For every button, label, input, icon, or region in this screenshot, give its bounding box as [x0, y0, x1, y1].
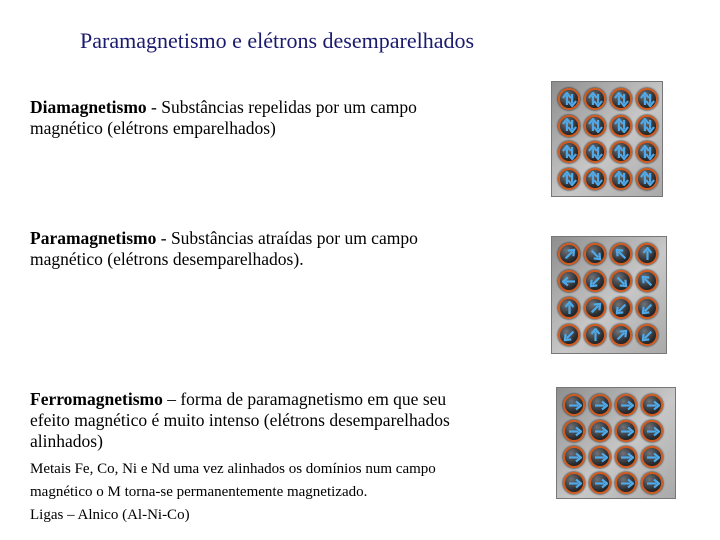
spin-arrow-icon [562, 328, 577, 343]
aligned-spins-grid [556, 387, 676, 499]
diamagnetism-text [30, 97, 530, 139]
spin-ball [589, 420, 611, 442]
spin-ball [641, 394, 663, 416]
paramagnetism-line-1: - Substâncias atraídas por um campo [156, 228, 418, 248]
spin-arrow-icon [614, 301, 629, 316]
ferromagnetism-line-2: efeito magnético é muito intenso (elétrons desemparelhados [30, 410, 450, 430]
spin-ball [563, 446, 585, 468]
paramagnetism-term: Paramagnetismo [30, 228, 157, 248]
ferromagnetism-note [30, 458, 540, 527]
spin-ball [641, 420, 663, 442]
page-title: Paramagnetismo e elétrons desemparelhados [80, 28, 475, 53]
paired-arrows-icon [614, 145, 629, 160]
spin-ball [584, 168, 606, 190]
spin-ball [636, 270, 658, 292]
spin-ball [558, 88, 580, 110]
spin-ball [563, 472, 585, 494]
spin-arrow-icon [619, 398, 634, 413]
paired-arrows-icon [614, 171, 629, 186]
spin-arrow-icon [645, 450, 660, 465]
spin-ball [615, 394, 637, 416]
spin-ball [615, 472, 637, 494]
note-line-1: Metais Fe, Co, Ni e Nd uma vez alinhados os domínios num campo [30, 461, 436, 477]
spin-arrow-icon [593, 476, 608, 491]
ferromagnetism-line-3: alinhados) [30, 431, 103, 451]
spin-arrow-icon [562, 247, 577, 262]
paired-spins-grid [551, 81, 663, 197]
diamagnetism-line-2: magnético (elétrons emparelhados) [30, 118, 276, 138]
spin-ball [558, 141, 580, 163]
note-line-2: magnético o M torna-se permanentemente magnetizado. [30, 484, 368, 500]
note-line-3: Ligas – Alnico (Al-Ni-Co) [30, 507, 190, 523]
spin-arrow-icon [562, 274, 577, 289]
spin-arrow-icon [619, 424, 634, 439]
spin-arrow-icon [640, 247, 655, 262]
spin-ball [584, 115, 606, 137]
paired-arrows-icon [562, 92, 577, 107]
spin-arrow-icon [593, 424, 608, 439]
random-spins-grid [551, 236, 667, 354]
spin-ball [558, 270, 580, 292]
ferromagnetism-term: Ferromagnetismo [30, 389, 163, 409]
spin-arrow-icon [614, 328, 629, 343]
spin-ball [563, 420, 585, 442]
spin-ball [610, 243, 632, 265]
paired-arrows-icon [562, 145, 577, 160]
spin-ball [558, 243, 580, 265]
spin-arrow-icon [567, 450, 582, 465]
paired-arrows-icon [640, 118, 655, 133]
paired-arrows-icon [640, 92, 655, 107]
paired-arrows-icon [640, 171, 655, 186]
paired-arrows-icon [640, 145, 655, 160]
spin-ball [584, 324, 606, 346]
spin-arrow-icon [640, 328, 655, 343]
spin-arrow-icon [645, 398, 660, 413]
spin-ball [584, 297, 606, 319]
spin-ball [610, 297, 632, 319]
spin-ball [615, 420, 637, 442]
spin-arrow-icon [588, 301, 603, 316]
spin-ball [636, 243, 658, 265]
spin-ball [589, 446, 611, 468]
spin-arrow-icon [593, 450, 608, 465]
spin-arrow-icon [588, 247, 603, 262]
spin-ball [558, 297, 580, 319]
diamagnetism-line-1: - Substâncias repelidas por um campo [146, 97, 417, 117]
paramagnetism-line-2: magnético (elétrons desemparelhados). [30, 249, 304, 269]
spin-ball [563, 394, 585, 416]
spin-ball [641, 472, 663, 494]
spin-arrow-icon [588, 274, 603, 289]
spin-ball [610, 141, 632, 163]
spin-ball [584, 243, 606, 265]
diamagnetism-term: Diamagnetismo [30, 97, 147, 117]
ferromagnetism-text [30, 389, 540, 452]
spin-arrow-icon [645, 424, 660, 439]
spin-ball [558, 115, 580, 137]
paired-arrows-icon [562, 118, 577, 133]
spin-arrow-icon [640, 301, 655, 316]
spin-ball [558, 324, 580, 346]
spin-arrow-icon [567, 476, 582, 491]
paired-arrows-icon [588, 171, 603, 186]
spin-ball [610, 270, 632, 292]
spin-arrow-icon [567, 398, 582, 413]
spin-ball [610, 168, 632, 190]
spin-ball [589, 394, 611, 416]
paired-arrows-icon [562, 171, 577, 186]
spin-arrow-icon [614, 247, 629, 262]
spin-ball [615, 446, 637, 468]
ferromagnetism-line-1: – forma de paramagnetismo em que seu [162, 389, 447, 409]
paired-arrows-icon [588, 118, 603, 133]
spin-arrow-icon [614, 274, 629, 289]
paired-arrows-icon [614, 118, 629, 133]
spin-ball [636, 88, 658, 110]
spin-ball [558, 168, 580, 190]
spin-arrow-icon [593, 398, 608, 413]
spin-ball [610, 324, 632, 346]
spin-ball [584, 270, 606, 292]
spin-ball [641, 446, 663, 468]
paramagnetism-text [30, 228, 530, 270]
spin-ball [610, 115, 632, 137]
spin-ball [636, 141, 658, 163]
paired-arrows-icon [588, 92, 603, 107]
spin-ball [636, 297, 658, 319]
spin-arrow-icon [588, 328, 603, 343]
spin-ball [584, 141, 606, 163]
spin-ball [636, 168, 658, 190]
spin-ball [636, 115, 658, 137]
spin-ball [589, 472, 611, 494]
spin-ball [610, 88, 632, 110]
paired-arrows-icon [588, 145, 603, 160]
spin-arrow-icon [619, 476, 634, 491]
spin-arrow-icon [562, 301, 577, 316]
spin-arrow-icon [640, 274, 655, 289]
spin-arrow-icon [619, 450, 634, 465]
spin-arrow-icon [645, 476, 660, 491]
spin-ball [636, 324, 658, 346]
paired-arrows-icon [614, 92, 629, 107]
spin-arrow-icon [567, 424, 582, 439]
spin-ball [584, 88, 606, 110]
